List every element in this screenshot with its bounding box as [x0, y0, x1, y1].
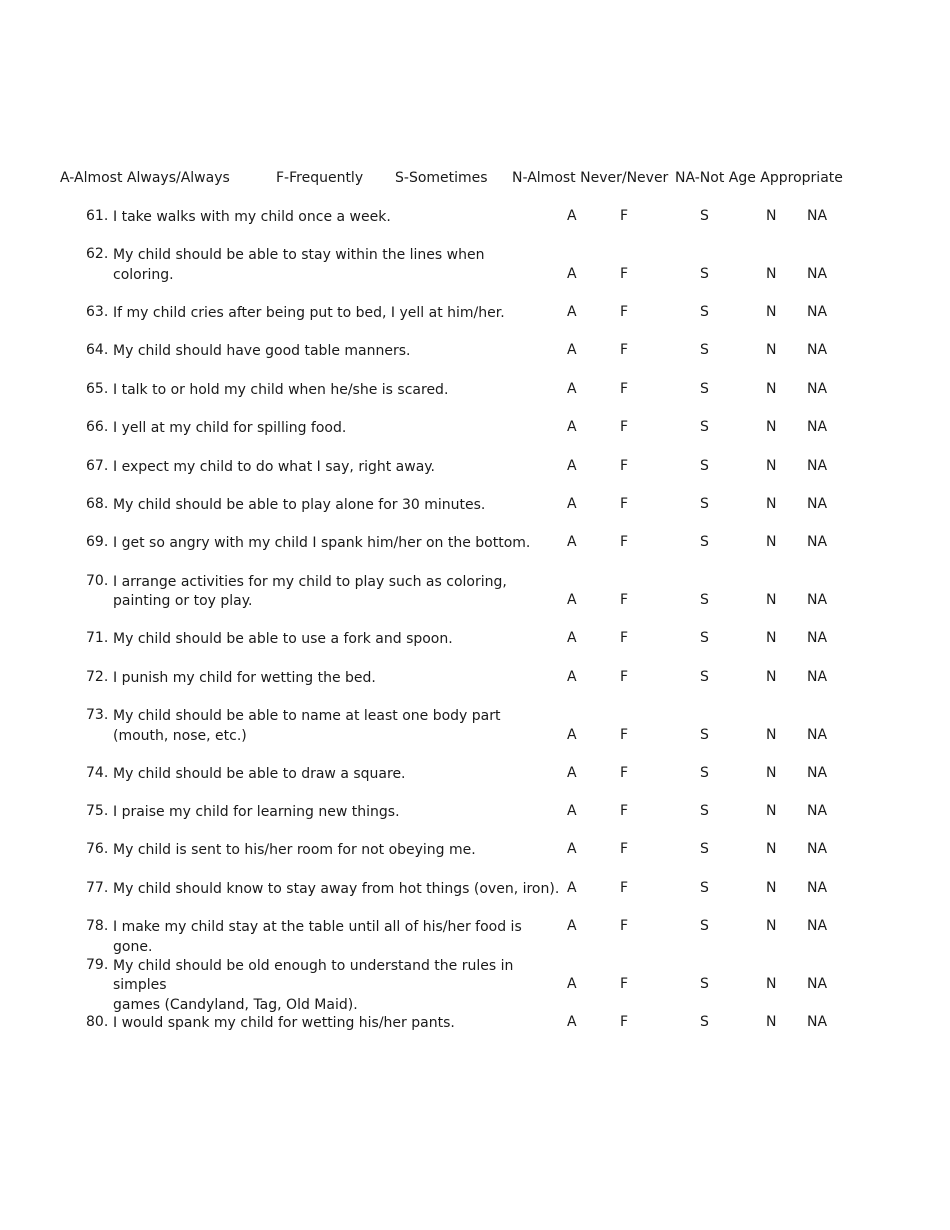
option-na[interactable]: NA — [807, 976, 828, 993]
question-text — [113, 304, 563, 324]
question-text-line: I arrange activities for my child to play such as coloring, — [113, 573, 507, 590]
option-n[interactable]: N — [766, 265, 777, 282]
option-f[interactable]: F — [620, 342, 629, 359]
question-text-line: I praise my child for learning new things. — [113, 804, 400, 821]
option-f[interactable]: F — [620, 534, 629, 551]
question-text-line: My child should be able to draw a square. — [113, 765, 406, 782]
option-n[interactable]: N — [766, 668, 777, 685]
option-s[interactable]: S — [700, 265, 709, 282]
option-f[interactable]: F — [620, 1014, 629, 1031]
option-s[interactable]: S — [700, 380, 709, 397]
option-a[interactable]: A — [567, 265, 577, 282]
question-number: 70. — [86, 572, 109, 589]
option-a[interactable]: A — [567, 976, 577, 993]
option-a[interactable]: A — [567, 841, 577, 858]
option-na[interactable]: NA — [807, 918, 828, 935]
option-a[interactable]: A — [567, 208, 577, 224]
option-na[interactable]: NA — [807, 380, 828, 397]
question-row — [0, 841, 950, 879]
option-n[interactable]: N — [766, 592, 777, 609]
legend-frequently: F-Frequently — [276, 170, 364, 186]
option-f[interactable]: F — [620, 668, 629, 685]
option-s[interactable]: S — [700, 841, 709, 858]
question-text-line: My child should be able to name at least one body part — [113, 708, 501, 725]
question-text — [113, 841, 563, 861]
question-text — [113, 381, 563, 401]
option-f[interactable]: F — [620, 303, 629, 320]
option-na[interactable]: NA — [807, 419, 828, 436]
question-number: 64. — [86, 342, 109, 359]
option-n[interactable]: N — [766, 879, 777, 896]
option-n[interactable]: N — [766, 803, 777, 820]
question-text — [113, 669, 563, 689]
option-s[interactable]: S — [700, 803, 709, 820]
option-f[interactable]: F — [620, 841, 629, 858]
option-s[interactable]: S — [700, 1014, 709, 1031]
option-na[interactable]: NA — [807, 841, 828, 858]
question-number: 75. — [86, 803, 109, 820]
option-s[interactable]: S — [700, 342, 709, 359]
question-text-line: My child should be able to play alone for 30 minutes. — [113, 496, 486, 513]
option-a[interactable]: A — [567, 495, 577, 512]
option-a[interactable]: A — [567, 630, 577, 647]
option-na[interactable]: NA — [807, 495, 828, 512]
option-a[interactable]: A — [567, 342, 577, 359]
option-f[interactable]: F — [620, 879, 629, 896]
option-na[interactable]: NA — [807, 668, 828, 685]
question-text — [113, 458, 563, 478]
question-row — [0, 918, 950, 956]
question-text-line: My child should be able to use a fork and spoon. — [113, 631, 453, 648]
option-s[interactable]: S — [700, 668, 709, 685]
question-row — [0, 573, 950, 631]
question-text-line: coloring. — [113, 266, 174, 283]
option-a[interactable]: A — [567, 419, 577, 436]
question-text — [113, 630, 563, 650]
question-text-line: I punish my child for wetting the bed. — [113, 669, 376, 686]
question-number: 69. — [86, 534, 109, 551]
option-s[interactable]: S — [700, 419, 709, 436]
option-f[interactable]: F — [620, 630, 629, 647]
question-text — [113, 419, 563, 439]
option-na[interactable]: NA — [807, 879, 828, 896]
legend-not-age-appropriate: NA-Not Age Appropriate — [675, 170, 843, 186]
question-text — [113, 573, 563, 612]
question-row — [0, 496, 950, 534]
option-s[interactable]: S — [700, 457, 709, 474]
question-number: 67. — [86, 457, 109, 474]
option-n[interactable]: N — [766, 208, 777, 224]
question-text-line: painting or toy play. — [113, 593, 253, 610]
option-n[interactable]: N — [766, 976, 777, 993]
question-number: 72. — [86, 668, 109, 685]
option-n[interactable]: N — [766, 918, 777, 935]
option-f[interactable]: F — [620, 380, 629, 397]
option-na[interactable]: NA — [807, 592, 828, 609]
question-number: 78. — [86, 918, 109, 935]
question-text-line: I get so angry with my child I spank him/her on the bottom. — [113, 535, 531, 552]
question-number: 63. — [86, 303, 109, 320]
option-n[interactable]: N — [766, 630, 777, 647]
option-a[interactable]: A — [567, 726, 577, 743]
option-na[interactable]: NA — [807, 534, 828, 551]
question-text — [113, 246, 563, 285]
question-row — [0, 304, 950, 342]
question-row — [0, 246, 950, 304]
option-a[interactable]: A — [567, 803, 577, 820]
legend-never: N-Almost Never/Never — [512, 170, 669, 186]
option-a[interactable]: A — [567, 1014, 577, 1031]
question-row — [0, 381, 950, 419]
question-text-line: I make my child stay at the table until all of his/her food is gone. — [113, 919, 522, 955]
option-f[interactable]: F — [620, 208, 629, 224]
question-text-line: games (Candyland, Tag, Old Maid). — [113, 996, 358, 1013]
question-row — [0, 669, 950, 707]
question-row — [0, 419, 950, 457]
option-na[interactable]: NA — [807, 457, 828, 474]
question-text — [113, 496, 563, 516]
question-text-line: I talk to or hold my child when he/she is scared. — [113, 381, 449, 398]
option-a[interactable]: A — [567, 457, 577, 474]
question-row — [0, 957, 950, 1015]
option-n[interactable]: N — [766, 764, 777, 781]
option-a[interactable]: A — [567, 879, 577, 896]
option-f[interactable]: F — [620, 764, 629, 781]
option-n[interactable]: N — [766, 495, 777, 512]
option-s[interactable]: S — [700, 630, 709, 647]
question-row — [0, 880, 950, 918]
option-a[interactable]: A — [567, 592, 577, 609]
option-n[interactable]: N — [766, 419, 777, 436]
option-a[interactable]: A — [567, 534, 577, 551]
option-n[interactable]: N — [766, 380, 777, 397]
question-row — [0, 765, 950, 803]
question-text-line: I take walks with my child once a week. — [113, 209, 391, 225]
question-number: 76. — [86, 841, 109, 858]
option-f[interactable]: F — [620, 976, 629, 993]
question-number: 80. — [86, 1014, 109, 1031]
option-n[interactable]: N — [766, 1014, 777, 1031]
option-f[interactable]: F — [620, 803, 629, 820]
question-number: 79. — [86, 956, 109, 973]
question-text-line: I expect my child to do what I say, right away. — [113, 458, 436, 475]
question-row — [0, 707, 950, 765]
option-na[interactable]: NA — [807, 764, 828, 781]
option-n[interactable]: N — [766, 342, 777, 359]
option-a[interactable]: A — [567, 380, 577, 397]
question-number: 73. — [86, 707, 109, 724]
option-na[interactable]: NA — [807, 303, 828, 320]
option-s[interactable]: S — [700, 495, 709, 512]
question-row — [0, 1014, 950, 1052]
question-text-line: I yell at my child for spilling food. — [113, 420, 347, 437]
question-text — [113, 707, 563, 746]
option-f[interactable]: F — [620, 592, 629, 609]
question-text — [113, 208, 563, 228]
option-f[interactable]: F — [620, 265, 629, 282]
question-number: 65. — [86, 380, 109, 397]
option-s[interactable]: S — [700, 726, 709, 743]
option-s[interactable]: S — [700, 764, 709, 781]
option-s[interactable]: S — [700, 534, 709, 551]
option-f[interactable]: F — [620, 918, 629, 935]
option-na[interactable]: NA — [807, 265, 828, 282]
option-s[interactable]: S — [700, 592, 709, 609]
question-number: 61. — [86, 208, 109, 224]
question-list — [0, 208, 950, 1053]
question-text-line: (mouth, nose, etc.) — [113, 727, 247, 744]
option-s[interactable]: S — [700, 918, 709, 935]
question-text — [113, 1014, 563, 1034]
question-text — [113, 957, 563, 1016]
option-f[interactable]: F — [620, 419, 629, 436]
question-row — [0, 803, 950, 841]
question-number: 77. — [86, 879, 109, 896]
option-na[interactable]: NA — [807, 803, 828, 820]
question-number: 66. — [86, 419, 109, 436]
option-f[interactable]: F — [620, 495, 629, 512]
question-number: 71. — [86, 630, 109, 647]
option-na[interactable]: NA — [807, 726, 828, 743]
option-na[interactable]: NA — [807, 342, 828, 359]
option-f[interactable]: F — [620, 726, 629, 743]
option-s[interactable]: S — [700, 303, 709, 320]
option-a[interactable]: A — [567, 668, 577, 685]
option-n[interactable]: N — [766, 303, 777, 320]
option-n[interactable]: N — [766, 534, 777, 551]
question-text — [113, 534, 563, 554]
option-na[interactable]: NA — [807, 1014, 828, 1031]
response-legend — [0, 170, 950, 190]
question-row — [0, 342, 950, 380]
question-text-line: If my child cries after being put to bed, I yell at him/her. — [113, 304, 505, 321]
question-text — [113, 918, 563, 957]
question-number: 74. — [86, 764, 109, 781]
question-row — [0, 630, 950, 668]
option-na[interactable]: NA — [807, 208, 828, 224]
question-text-line: I would spank my child for wetting his/her pants. — [113, 1015, 455, 1032]
question-text — [113, 342, 563, 362]
option-a[interactable]: A — [567, 764, 577, 781]
option-s[interactable]: S — [700, 976, 709, 993]
legend-always: A-Almost Always/Always — [60, 170, 230, 186]
option-f[interactable]: F — [620, 457, 629, 474]
option-s[interactable]: S — [700, 879, 709, 896]
option-n[interactable]: N — [766, 457, 777, 474]
option-a[interactable]: A — [567, 303, 577, 320]
option-n[interactable]: N — [766, 726, 777, 743]
question-text — [113, 880, 563, 900]
question-text — [113, 803, 563, 823]
option-n[interactable]: N — [766, 841, 777, 858]
question-text-line: My child should know to stay away from hot things (oven, iron). — [113, 880, 560, 897]
option-a[interactable]: A — [567, 918, 577, 935]
question-row — [0, 458, 950, 496]
question-number: 68. — [86, 495, 109, 512]
option-na[interactable]: NA — [807, 630, 828, 647]
legend-sometimes: S-Sometimes — [395, 170, 488, 186]
question-text-line: My child is sent to his/her room for not obeying me. — [113, 842, 476, 859]
question-text-line: My child should have good table manners. — [113, 343, 411, 360]
option-s[interactable]: S — [700, 208, 709, 224]
question-text — [113, 765, 563, 785]
question-row — [0, 534, 950, 572]
question-row — [0, 208, 950, 246]
question-text-line: My child should be able to stay within the lines when — [113, 247, 485, 264]
question-text-line: My child should be old enough to understand the rules in simples — [113, 957, 514, 994]
question-number: 62. — [86, 246, 109, 263]
